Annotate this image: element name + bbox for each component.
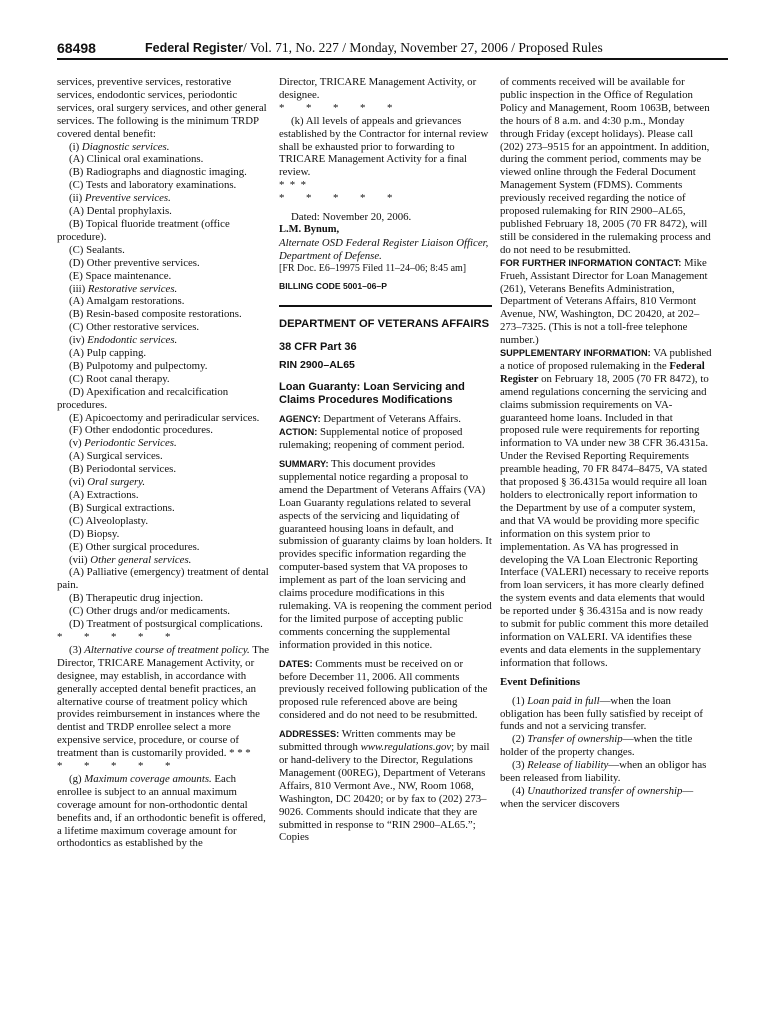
list-item: (C) Other drugs and/or medicaments. xyxy=(69,605,231,618)
paragraph: (g) Maximum coverage amounts. Each enrollee is subject to an annual maximum coverage amount for non-orthodontic dental benefits and, if an orthodontic benefit is offered, a lifetime maximum coverage amount for orthodontics as established by the xyxy=(57,772,266,850)
list-item: (A) Pulp capping. xyxy=(69,347,147,360)
list-item: (ii) Preventive services. xyxy=(69,192,171,205)
paragraph: of comments received will be available for public inspection in the Office of Regulation Policy and Management, Room 1063B, between the hours of 8 a.m. and 4:30 p.m., Monday through Friday (except holidays). Please call (202) 273–9515 for an appointment. In addition, during the comment period, comments may be viewed online through the Federal Document Management System (FDMS). Comments previously received regarding the notice of proposed rulemaking for RIN 2900–AL65, published February 18, 2005 (70 FR 8472), will still be considered in the rulemaking process and do not need to be resubmitted. xyxy=(500,76,711,256)
events-heading: Event Definitions xyxy=(500,675,581,688)
fr-doc-line: [FR Doc. E6–19975 Filed 11–24–06; 8:45 am] xyxy=(279,262,467,274)
list-item: (i) Diagnostic services. xyxy=(69,140,170,153)
list-item: (D) Apexification and recalcification procedures. xyxy=(57,385,229,411)
list-item: (D) Other preventive services. xyxy=(69,256,200,269)
column-1 xyxy=(57,76,270,850)
list-item: (B) Therapeutic drug injection. xyxy=(69,592,204,605)
supplementary-paragraph: SUPPLEMENTARY INFORMATION: VA published a notice of proposed rulemaking in the Federal Register on February 18, 2005 (70 FR 8472), to amend regulations concerning the servicing and claims submission requirements on VA-guaranteed home loans. Included in that proposed rule were requirements for reporting information to VA under new 38 CFR 36.4315a. Under the Revised Reporting Requirements preamble heading, 70 FR 8474–8475, VA stated that proposed § 36.4315a would require all loan holders to electronically report information to the Department by use of a computer system, and that VA would be providing more specific information on this system prior to implementation. As VA has progressed in developing the VA Loan Electronic Reporting Interface (VALERI) necessary to receive reports from loan servicers, it has more clearly defined the system events and data elements that would be reported under § 36.4315a and is now ready to submit for public comment this more detailed information on VALERI. VA identifies these events and data elements in the supplementary information that follows. xyxy=(500,347,712,669)
list-item: (A) Amalgam restorations. xyxy=(69,295,185,308)
list-item: (B) Radiographs and diagnostic imaging. xyxy=(69,166,247,179)
list-item: (iii) Restorative services. xyxy=(69,282,178,295)
department-heading: DEPARTMENT OF VETERANS AFFAIRS xyxy=(279,317,490,330)
list-item: (E) Apicoectomy and periradicular services. xyxy=(69,411,260,424)
list-item: (D) Biopsy. xyxy=(69,527,120,540)
agency-paragraph: AGENCY: Department of Veterans Affairs. xyxy=(279,413,461,426)
column-2 xyxy=(279,76,492,844)
omission-stars: * * * * * xyxy=(279,101,393,114)
signer-name: L.M. Bynum, xyxy=(279,223,340,235)
list-item: (A) Palliative (emergency) treatment of dental pain. xyxy=(57,566,269,592)
section-rule xyxy=(279,305,492,307)
list-item: (B) Resin-based composite restorations. xyxy=(69,308,242,321)
event-definition: (3) Release of liability—when an obligor has been released from liability. xyxy=(500,759,707,785)
list-item: (B) Topical fluoride treatment (office procedure). xyxy=(57,217,230,243)
paragraph: Director, TRICARE Management Activity, or designee. xyxy=(279,76,477,101)
list-item: (A) Dental prophylaxis. xyxy=(69,205,172,218)
list-item: (C) Sealants. xyxy=(69,243,125,256)
list-item: (vi) Oral surgery. xyxy=(69,476,146,489)
list-item: (B) Surgical extractions. xyxy=(69,501,175,514)
list-item: (iv) Endodontic services. xyxy=(69,334,178,347)
event-definition: (2) Transfer of ownership—when the title holder of the property changes. xyxy=(500,733,693,759)
list-item: (B) Pulpotomy and pulpectomy. xyxy=(69,359,208,372)
list-item: (A) Extractions. xyxy=(69,489,139,501)
list-item: (E) Space maintenance. xyxy=(69,269,172,282)
summary-paragraph: SUMMARY: This document provides supplemental notice regarding a proposal to amend the Department of Veterans Affairs (VA) Loan Guaranty regulations related to several aspects of the servicing and liquidating of guaranteed housing loans in default, and submission of guaranty claims by loan holders. It provides specific information regarding the computer-based system that VA proposes to implement as part of the loan servicing and claims procedure modifications in this rulemaking. VA is reopening the comment period for the limited purpose of accepting public comments concerning the supplemental information provided in this notice. xyxy=(279,458,492,651)
journal-name: Federal Register xyxy=(145,41,243,55)
list-item: (A) Clinical oral examinations. xyxy=(69,153,204,166)
omission-stars: * * * xyxy=(279,179,306,192)
list-item: (C) Root canal therapy. xyxy=(69,372,170,385)
rule-title: Loan Guaranty: Loan Servicing and Claims Procedures Modifications xyxy=(279,381,465,407)
list-item: (A) Surgical services. xyxy=(69,450,163,463)
page-number: 68498 xyxy=(57,40,96,56)
list-item: (E) Other surgical procedures. xyxy=(69,540,200,553)
list-item: (C) Alveoloplasty. xyxy=(69,514,149,527)
issue-info: / Vol. 71, No. 227 / Monday, November 27, 2006 / Proposed Rules xyxy=(242,40,603,55)
list-item: (F) Other endodontic procedures. xyxy=(69,424,213,437)
list-item: (v) Periodontic Services. xyxy=(69,437,177,450)
list-item: (D) Treatment of postsurgical complications. xyxy=(69,618,263,631)
event-definition: (4) Unauthorized transfer of ownership—when the servicer discovers xyxy=(500,784,694,810)
list-item: (C) Other restorative services. xyxy=(69,321,200,334)
paragraph: (3) Alternative course of treatment policy. The Director, TRICARE Management Activity, or designee, may establish, in accordance with generally accepted dental benefit practices, an alternative course of treatment policy which provides reimbursement in instances where the dentist and TRDP enrollee select a more expensive service, procedure, or course of treatment than is customarily provided. * * * xyxy=(57,643,270,760)
action-paragraph: ACTION: Supplemental notice of proposed rulemaking; reopening of comment period. xyxy=(279,426,465,452)
omission-stars: * * * * * xyxy=(57,760,171,773)
dates-paragraph: DATES: Comments must be received on or before December 11, 2006. All comments previously received following publication of the proposed rule referenced above are being considered and do not need to be resubmitted. xyxy=(279,657,488,722)
omission-stars: * * * * * xyxy=(57,630,171,643)
paragraph: services, preventive services, restorative services, endodontic services, periodontic services, oral surgery services, and other general services. The following is the minimum TRDP covered dental benefit: xyxy=(57,76,267,140)
running-head xyxy=(145,40,603,56)
billing-code: BILLING CODE 5001–06–P xyxy=(279,280,387,291)
list-item: (C) Tests and laboratory examinations. xyxy=(69,179,237,192)
addresses-paragraph: ADDRESSES: Written comments may be submitted through www.regulations.gov; by mail or hand-delivery to the Director, Regulations Management (00REG), Department of Veterans Affairs, 810 Vermont Ave., NW, Room 1068, Washington, DC 20420; or by fax to (202) 273–9026. Comments should indicate that they are submitted in response to “RIN 2900–AL65.”; Copies xyxy=(279,728,490,844)
omission-stars: * * * * * xyxy=(279,192,393,205)
contact-paragraph: FOR FURTHER INFORMATION CONTACT: Mike Frueh, Assistant Director for Loan Management (261), Veterans Benefits Administration, Department of Veterans Affairs, 810 Vermont Avenue, NW, Washington, DC 20420, at 202–273–7325. (This is not a toll-free telephone number.) xyxy=(500,256,708,347)
list-item: (vii) Other general services. xyxy=(69,553,192,566)
cfr-heading: 38 CFR Part 36 xyxy=(279,340,357,353)
dated-line: Dated: November 20, 2006. xyxy=(291,211,412,224)
page-header xyxy=(57,40,728,60)
rin-heading: RIN 2900–AL65 xyxy=(279,359,355,372)
list-item: (B) Periodontal services. xyxy=(69,463,177,476)
column-3 xyxy=(500,76,712,811)
regulations-link[interactable]: www.regulations.gov xyxy=(360,741,452,754)
event-definition: (1) Loan paid in full—when the loan obligation has been fully satisfied by receipt of funds and not a servicing transfer. xyxy=(500,694,703,733)
paragraph: (k) All levels of appeals and grievances established by the Contractor for internal review shall be exhausted prior to forwarding to TRICARE Management Activity for a final review. xyxy=(279,114,489,179)
signer-title: Alternate OSD Federal Register Liaison Officer, Department of Defense. xyxy=(279,236,489,262)
